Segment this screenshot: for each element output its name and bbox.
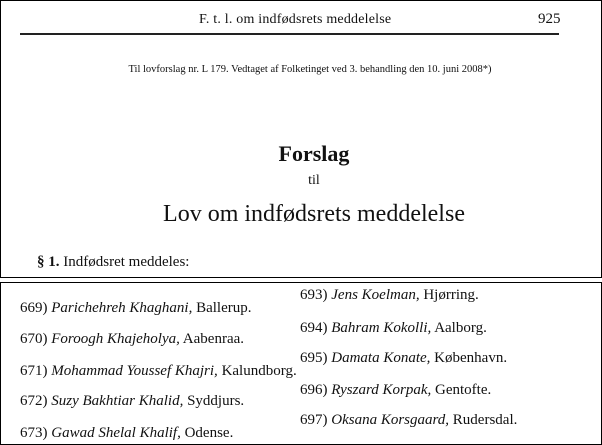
entry-number: 670) (20, 331, 48, 347)
list-item (20, 363, 297, 380)
entry-number: 669) (20, 300, 48, 316)
entry-number: 693) (300, 287, 328, 303)
list-item (300, 382, 491, 399)
list-item (20, 300, 252, 317)
header-rule (20, 33, 559, 35)
entry-place: Aabenraa. (182, 331, 245, 347)
section-text: Indfødsret meddeles: (63, 254, 190, 270)
page-number: 925 (538, 11, 561, 27)
entry-name: Damata Konate, (331, 350, 431, 366)
list-item (300, 350, 507, 367)
entry-name: Mohammad Youssef Khajri, (51, 363, 218, 379)
running-head: F. t. l. om indfødsrets meddelelse (199, 12, 392, 27)
list-item (20, 393, 244, 410)
entry-number: 694) (300, 320, 328, 336)
section-number: § 1. (37, 254, 60, 270)
bill-note: Til lovforslag nr. L 179. Vedtaget af Folketinget ved 3. behandling den 10. juni 2008*) (128, 64, 492, 75)
document-title: Forslag (278, 141, 350, 166)
entry-number: 697) (300, 412, 328, 428)
entry-place: Ballerup. (196, 300, 252, 316)
entry-name: Oksana Korsgaard, (331, 412, 450, 428)
entry-place: Kalundborg. (221, 363, 297, 379)
entry-place: Hjørring. (423, 287, 479, 303)
entry-number: 673) (20, 425, 48, 441)
entry-number: 671) (20, 363, 48, 379)
list-item (300, 412, 517, 429)
entry-name: Suzy Bakhtiar Khalid, (51, 393, 184, 409)
entry-place: Rudersdal. (452, 412, 518, 428)
entry-place: København. (434, 350, 508, 366)
entry-name: Gawad Shelal Khalif, (51, 425, 181, 441)
document-subtitle: Lov om indfødsrets meddelelse (163, 201, 465, 227)
section-heading (37, 254, 189, 271)
entry-name: Jens Koelman, (331, 287, 420, 303)
entry-place: Syddjurs. (187, 393, 245, 409)
entry-name: Foroogh Khajeholya, (51, 331, 180, 347)
entry-number: 695) (300, 350, 328, 366)
entry-number: 696) (300, 382, 328, 398)
entry-place: Odense. (184, 425, 234, 441)
name-list-panel (0, 282, 602, 445)
title-connector: til (308, 173, 320, 188)
entry-name: Ryszard Korpak, (331, 382, 432, 398)
entry-place: Aalborg. (434, 320, 487, 336)
list-item (20, 425, 233, 442)
entry-number: 672) (20, 393, 48, 409)
list-item (300, 320, 487, 337)
entry-name: Bahram Kokolli, (331, 320, 432, 336)
entry-place: Gentofte. (435, 382, 492, 398)
list-item (300, 287, 479, 304)
entry-name: Parichehreh Khaghani, (51, 300, 193, 316)
list-item (20, 331, 244, 348)
